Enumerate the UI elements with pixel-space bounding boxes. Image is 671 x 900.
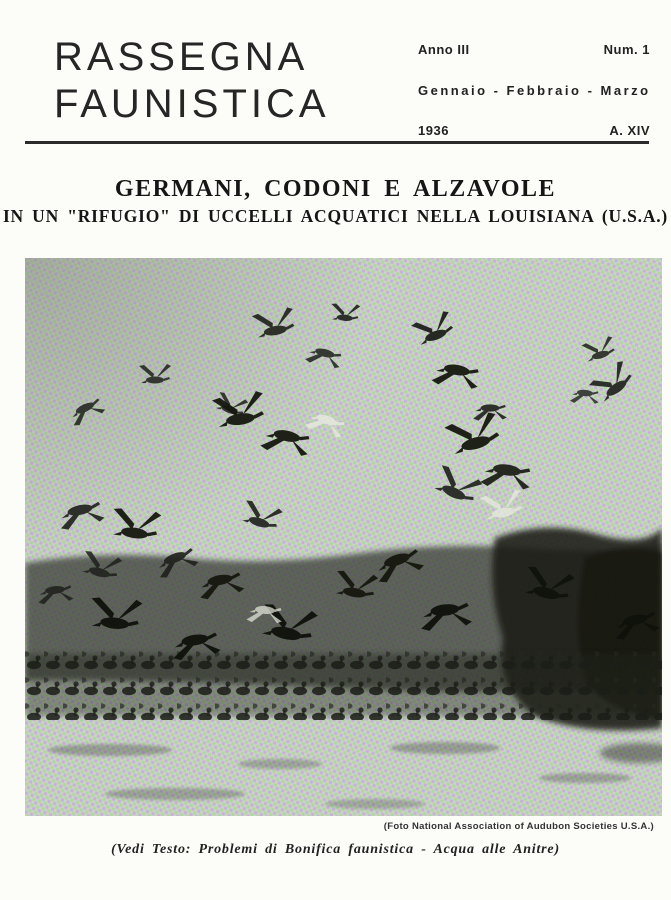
photo-credit: (Foto National Association of Audubon Societies U.S.A.) xyxy=(383,821,654,832)
article-title-line-1: GERMANI, CODONI E ALZAVOLE xyxy=(114,176,557,202)
issue-anno: Anno III xyxy=(418,42,470,57)
issue-num: Num. 1 xyxy=(603,42,650,57)
masthead-line-1: RASSEGNA xyxy=(54,35,309,79)
masthead xyxy=(54,34,330,128)
issue-era: A. XIV xyxy=(609,123,650,138)
footer-caption: (Vedi Testo: Problemi di Bonifica faunistica - Acqua alle Anitre) xyxy=(111,842,560,857)
header-divider-rule xyxy=(25,141,649,144)
cover-photo-art xyxy=(25,258,662,816)
issue-year: 1936 xyxy=(418,123,449,138)
article-title-line-2: IN UN "RIFUGIO" DI UCCELLI ACQUATICI NELLA LOUISIANA (U.S.A.) xyxy=(2,206,669,226)
masthead-line-2: FAUNISTICA xyxy=(54,82,330,126)
issue-months: Gennaio - Febbraio - Marzo xyxy=(418,82,651,98)
issue-info xyxy=(418,42,650,138)
cover-photo xyxy=(25,258,662,816)
